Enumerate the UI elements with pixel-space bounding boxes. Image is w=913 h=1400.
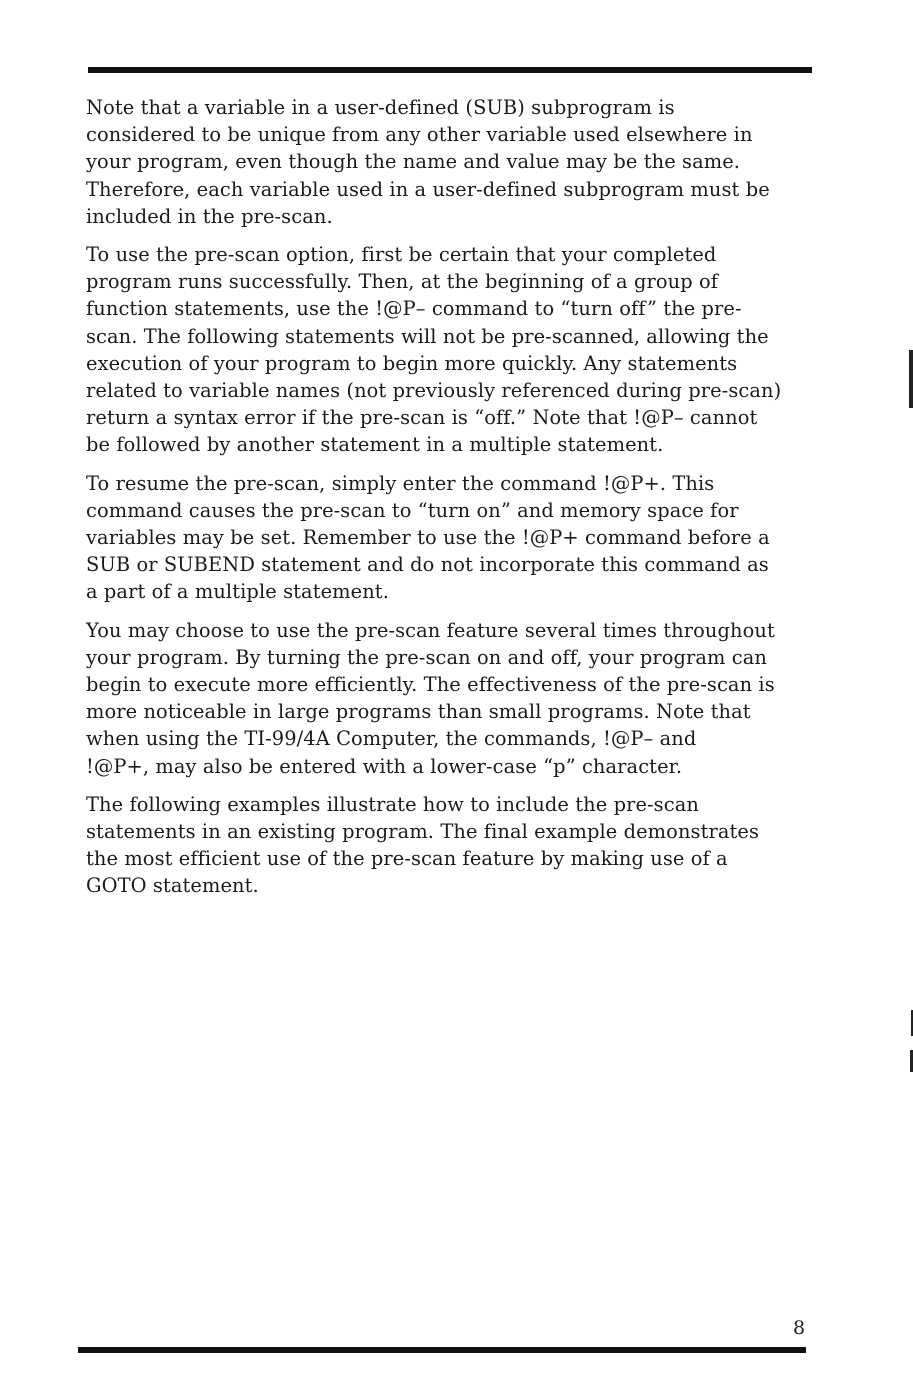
paragraph-prescan-off: To use the pre-scan option, first be certain that your completed program runs successfully. Then, at the beginning of a group of function statements, use the !@P– command to “turn off” the pre- scan. The following statements will not be pre-scanned, allowing the execution of your program to begin more quickly. Any statements related to variable names (not previously referenced during pre-scan) return a syntax error if the pre-scan is “off.” Note that !@P– cannot be followed by another statement in a multiple statement. <box>86 243 782 457</box>
page-number: 8 <box>793 1317 806 1339</box>
paragraph-prescan-usage: You may choose to use the pre-scan feature several times throughout your program. By turning the pre-scan on and off, your program can begin to execute more efficiently. The effectiveness of the pre-scan is more noticeable in large programs than small programs. Note that when using the TI-99/4A Computer, the commands, !@P– and !@P+, may also be entered with a lower-case “p” character. <box>86 618 775 778</box>
scan-edge-mark <box>909 350 913 408</box>
bottom-rule <box>78 1347 806 1353</box>
body-text <box>86 94 806 911</box>
paragraph-prescan-on: To resume the pre-scan, simply enter the command !@P+. This command causes the pre-scan to “turn on” and memory space for variables may be set. Remember to use the !@P+ command before a SUB or SUBEND statement and do not incorporate this command as a part of a multiple statement. <box>86 471 770 604</box>
paragraph-examples-intro: The following examples illustrate how to include the pre-scan statements in an existing program. The final example demonstrates the most efficient use of the pre-scan feature by making use of a GOTO statement. <box>86 792 760 898</box>
top-rule <box>88 67 812 73</box>
paragraph-sub-variables: Note that a variable in a user-defined (SUB) subprogram is considered to be unique from any other variable used elsewhere in your program, even though the name and value may be the same. Therefore, each variable used in a user-defined subprogram must be included in the pre-scan. <box>86 96 770 228</box>
